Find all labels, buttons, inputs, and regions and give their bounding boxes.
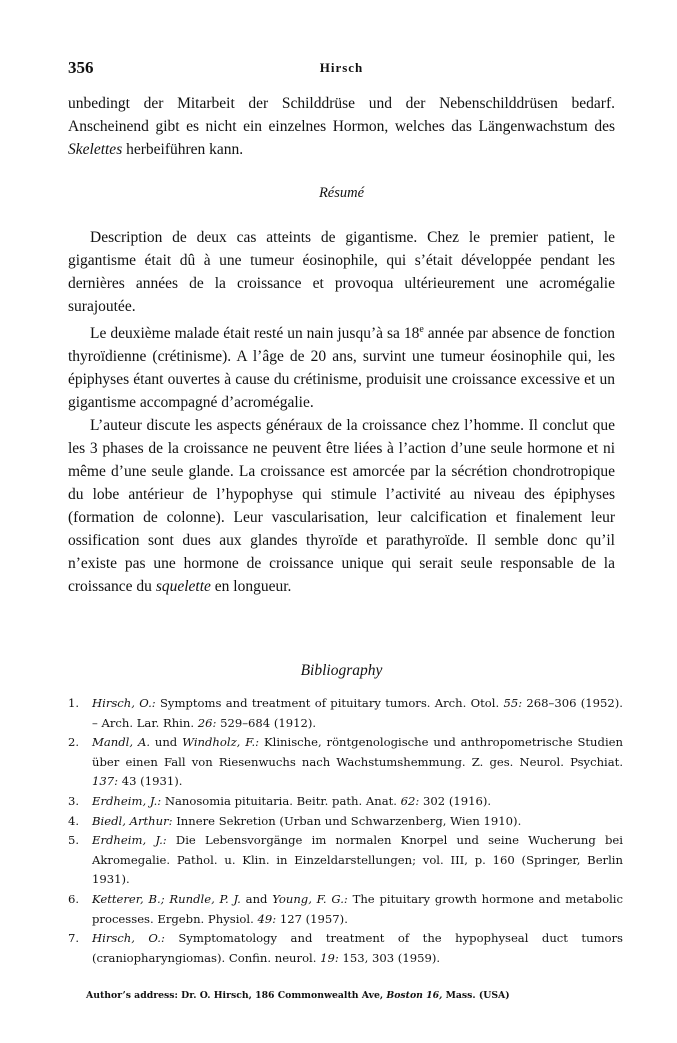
- bibliography-title: Bibliography: [300, 662, 383, 679]
- reference-number: 7.: [68, 931, 80, 946]
- reference-coauthor: Windholz, F.:: [182, 735, 260, 750]
- reference-item: [68, 694, 623, 733]
- reference-rest: 153, 303 (1959).: [338, 950, 441, 965]
- reference-rest: 302 (1916).: [419, 793, 492, 808]
- reference-authors: Hirsch, O.:: [92, 931, 165, 946]
- reference-item: [68, 929, 623, 968]
- reference-item: [68, 831, 623, 890]
- author-address-state: Mass. (USA): [442, 990, 510, 1001]
- reference-number: 6.: [68, 891, 80, 906]
- reference-authors: Hirsch, O.:: [92, 696, 156, 710]
- reference-rest-2: 43 (1931).: [118, 774, 183, 789]
- reference-rest: Klinische, röntgenologische und anthropometrische Studien über einen Fall von Riesenwuchs nach Wachstumshemmung. Z. ges. Neurol. Psychiat.: [92, 735, 623, 769]
- page-number: 356: [68, 58, 94, 77]
- reference-volume: 55:: [503, 696, 523, 710]
- reference-authors: Biedl, Arthur:: [92, 813, 173, 828]
- reference-item: [68, 890, 623, 929]
- intro-line-3: Längenwachstum des: [478, 118, 616, 135]
- resume-p3-italic: squelette: [155, 578, 211, 596]
- page-header: [68, 58, 615, 80]
- reference-text: und: [150, 735, 183, 750]
- reference-volume-2: 26:: [197, 715, 217, 730]
- intro-paragraph: [68, 92, 615, 161]
- reference-item: [68, 733, 623, 792]
- resume-body: [68, 226, 615, 598]
- reference-item: [68, 792, 623, 812]
- reference-number: 1.: [68, 696, 80, 710]
- intro-line-1: unbedingt der Mitarbeit der Schilddrüse und der Nebenschilddrüsen: [68, 95, 558, 112]
- reference-number: 2.: [68, 735, 80, 750]
- resume-paragraph-1: Description de deux cas atteints de gigantisme. Chez le premier patient, le gigantisme était dû à une tumeur éosinophile, qui s’était développée pendant les dernières années de la croissance et provoqua ultérieurement une acromégalie surajoutée.: [68, 229, 615, 315]
- reference-text: Symptomatology and treatment of the hypophyseal duct tumors (craniopharyngiomas). Confin. neurol.: [92, 931, 624, 965]
- intro-italic-word: Skelettes: [68, 141, 123, 158]
- reference-rest: 268–306 (1952). – Arch. Lar. Rhin.: [92, 696, 623, 730]
- superscript-e: e: [419, 324, 424, 335]
- reference-item: [68, 812, 623, 832]
- reference-authors: Erdheim, J.:: [92, 833, 167, 848]
- running-head: Hirsch: [319, 60, 364, 75]
- reference-number: 4.: [68, 813, 80, 828]
- resume-p2-end: année par absence de fonction thyroïdienne (crétinisme). A l’âge de 20 ans, survint une tumeur éosinophile qui, les épiphyses étant ouvertes à cause du crétinisme, produisit une croissance excessive et un gigantisme accompagné d’acromégalie.: [68, 325, 615, 412]
- reference-text: and: [240, 891, 273, 906]
- resume-p3-start: L’auteur discute les aspects généraux de la croissance chez l’homme. Il conclut que les 3 phases de la croissance ne peuvent être liées à l’action d’une seule hormone et ni même d’une seule glande. La croissance est amorcée par la sécrétion chondrotropique du lobe antérieur de l’hypophyse qui stimule l’activité au niveau des épiphyses (formation de colonne). Leur vascularisation, leur calcification et finalement leur ossification sont dues aux glandes thyroïde et parathyroïde. Il semble donc qu’il n’existe pas une hormone de croissance unique qui serait seule responsable de la croissance du: [68, 417, 615, 596]
- intro-line-2: bedarf. Anscheinend gibt es nicht ein einzelnes Hormon, welches das: [68, 95, 615, 135]
- resume-paragraph-2: [68, 318, 615, 414]
- reference-number: 5.: [68, 833, 80, 848]
- reference-rest: The pituitary growth hormone and metabolic processes. Ergebn. Physiol.: [92, 891, 623, 926]
- reference-authors: Erdheim, J.:: [92, 793, 162, 808]
- resume-p3-end: en longueur.: [210, 578, 292, 596]
- author-address-label: Author’s address:: [86, 990, 178, 1001]
- resume-title: Résumé: [318, 185, 365, 201]
- reference-volume: 137:: [92, 774, 119, 789]
- reference-text: Symptoms and treatment of pituitary tumors. Arch. Otol.: [155, 696, 504, 710]
- reference-authors: Ketterer, B.; Rundle, P. J.: [92, 891, 241, 906]
- reference-rest-2: 127 (1957).: [276, 911, 348, 926]
- intro-tail: herbeiführen kann.: [122, 141, 244, 158]
- reference-volume: 62:: [400, 793, 420, 808]
- reference-text: Die Lebensvorgänge im normalen Knorpel und seine Wucherung bei Akromegalie. Pathol. u. Klin. in Einzeldarstellungen; vol. III, p. 160 (Springer, Berlin 1931).: [92, 833, 624, 887]
- reference-text: Innere Sekretion (Urban und Schwarzenberg, Wien 1910).: [172, 813, 522, 828]
- reference-text: Nanosomia pituitaria. Beitr. path. Anat.: [161, 793, 401, 808]
- reference-coauthor: Young, F. G.:: [272, 891, 348, 906]
- reference-volume: 19:: [320, 950, 339, 965]
- reference-number: 3.: [68, 793, 80, 808]
- resume-paragraph-3: [68, 414, 615, 598]
- reference-rest-2: 529–684 (1912).: [216, 715, 317, 730]
- resume-p2-start: Le deuxième malade était resté un nain jusqu’à sa 18: [90, 325, 420, 343]
- reference-list: [68, 694, 623, 968]
- reference-authors: Mandl, A.: [92, 735, 150, 750]
- author-address-street: Dr. O. Hirsch, 186 Commonwealth Ave,: [177, 990, 387, 1001]
- author-address: [86, 990, 626, 1001]
- author-address-city: Boston 16,: [386, 990, 443, 1001]
- reference-volume: 49:: [257, 911, 277, 926]
